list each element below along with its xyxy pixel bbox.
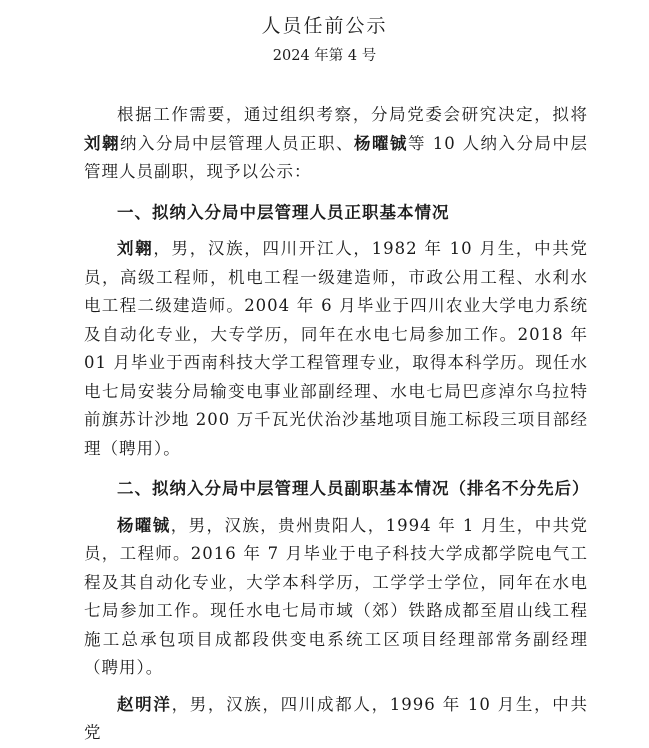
person-name: 赵明洋 [117, 694, 172, 714]
intro-text-1: 根据工作需要，通过组织考察，分局党委会研究决定，拟将 [117, 105, 588, 124]
intro-text-3: 等 10 人纳入分局中层管理人员副职，现予以公示： [84, 133, 588, 181]
intro-name-2: 杨曜铖 [354, 133, 408, 153]
person-details: ，男，汉族，贵州贵阳人，1994 年 1 月生，中共党员，工程师。2016 年 7 月毕业于电子科技大学成都学院电气工程及其自动化专业，大学本科学历，工学学士学位，同年在水电七局参加工作。现任水电七局市域（郊）铁路成都至眉山线工程施工总承包项目成都段供变电系统工区项目经理部常务副经理（聘用）。 [84, 515, 589, 677]
document-body [84, 101, 588, 748]
intro-paragraph [84, 101, 588, 187]
section-2-person-1 [84, 512, 588, 683]
section-1-person [84, 235, 588, 463]
section-1-heading: 一、拟纳入分局中层管理人员正职基本情况 [117, 202, 450, 222]
person-name: 杨曜铖 [117, 515, 171, 535]
intro-text-2: 纳入分局中层管理人员正职、 [120, 133, 354, 153]
person-name: 刘翱 [117, 239, 154, 258]
person-details: ，男，汉族，四川成都人，1996 年 10 月生，中共党 [84, 694, 588, 742]
section-2-person-2 [84, 691, 588, 748]
document-number: 2024 年第 4 号 [272, 48, 377, 64]
person-details: ，男，汉族，四川开江人，1982 年 10 月生，中共党员，高级工程师，机电工程一级建造师，市政公用工程、水利水电工程二级建造师。2004 年 6 月毕业于四川农业大学电力系统及自动化专业，大专学历，同年在水电七局参加工作。2018 年 01 月毕业于西南科技大学工程管理专业，取得本科学历。现任水电七局安装分局输变电事业部副经理、水电七局巴彦淖尔乌拉特前旗苏计沙地 200 万千瓦光伏治沙基地项目施工标段三项目部经理（聘用）。 [84, 239, 588, 458]
section-2-heading: 二、拟纳入分局中层管理人员副职基本情况（排名不分先后） [117, 479, 590, 498]
intro-name-1: 刘翱 [84, 133, 120, 153]
document-title: 人员任前公示 [261, 15, 388, 37]
